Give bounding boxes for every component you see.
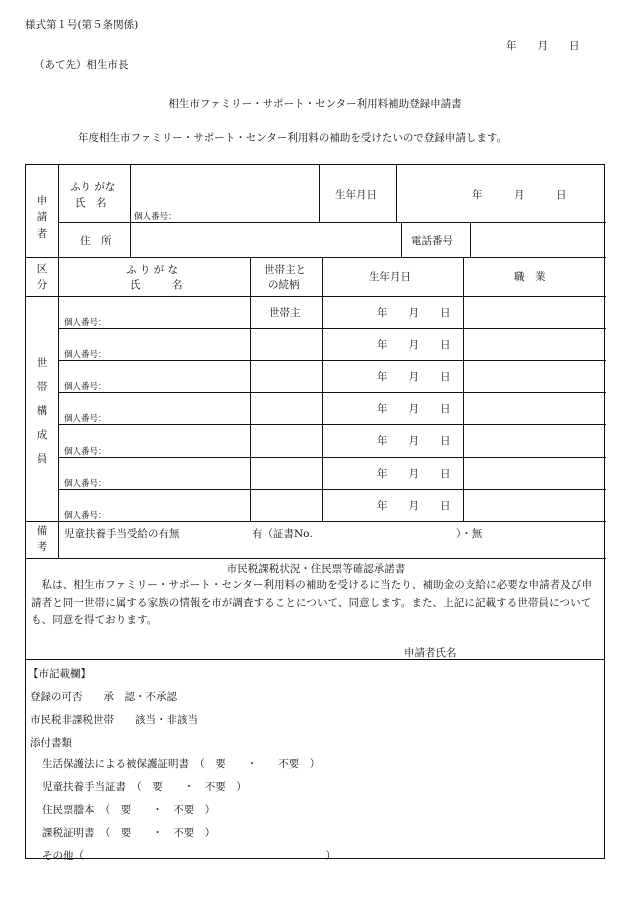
remarks-answer-suffix[interactable]: ）・無 bbox=[456, 528, 483, 540]
member-4-birth[interactable]: 年 月 日 bbox=[377, 403, 451, 415]
member-3-birth[interactable]: 年 月 日 bbox=[377, 371, 451, 383]
signature-label: 申請者氏名 bbox=[404, 647, 457, 659]
applicant-section-label: 申請者 bbox=[36, 195, 48, 240]
signature-field[interactable] bbox=[466, 641, 596, 657]
attachment-other[interactable]: その他（ ） bbox=[42, 850, 336, 862]
attachment-welfare[interactable]: 生活保護法による被保護証明書 （ 要 ・ 不要 ） bbox=[42, 758, 321, 770]
intro-text: 年度相生市ファミリー・サポート・センター利用料の補助を受けたいので登録申請します。 bbox=[78, 132, 508, 144]
office-tax-status[interactable]: 市民税非課税世帯 該当・非該当 bbox=[30, 714, 198, 726]
address-field[interactable] bbox=[134, 225, 396, 253]
relation-header-2: の続柄 bbox=[268, 279, 300, 291]
member-7-birth[interactable]: 年 月 日 bbox=[377, 500, 451, 512]
applicant-name-field[interactable] bbox=[138, 169, 314, 219]
members-birth-header: 生年月日 bbox=[369, 271, 411, 283]
furigana-label: ふり がな bbox=[70, 181, 116, 193]
remarks-question: 児童扶養手当受給の有無 bbox=[64, 528, 180, 540]
applicant-id-label: 個人番号： bbox=[134, 212, 177, 222]
remarks-answer-prefix[interactable]: 有（証書No. bbox=[252, 528, 313, 540]
address-label: 住 所 bbox=[80, 235, 112, 247]
member-1-id-label: 個人番号： bbox=[64, 318, 107, 328]
form-number: 様式第１号(第５条関係) bbox=[25, 19, 139, 31]
name-label: 氏 名 bbox=[75, 197, 107, 209]
members-name-header: 氏 名 bbox=[130, 279, 183, 291]
member-7-id-label: 個人番号： bbox=[64, 511, 107, 521]
attachment-resident-record[interactable]: 住民票謄本 （ 要 ・ 不要 ） bbox=[42, 804, 216, 816]
consent-heading: 市民税課税状況・住民票等確認承諾書 bbox=[226, 563, 406, 575]
attachment-child-allowance[interactable]: 児童扶養手当証書 （ 要 ・ 不要 ） bbox=[42, 781, 247, 793]
date-line[interactable]: 年 月 日 bbox=[506, 40, 580, 52]
phone-field[interactable] bbox=[474, 225, 602, 253]
phone-label: 電話番号 bbox=[411, 235, 453, 247]
member-5-id-label: 個人番号： bbox=[64, 447, 107, 457]
member-2-id-label: 個人番号： bbox=[64, 350, 107, 360]
office-approval[interactable]: 登録の可否 承 認・不承認 bbox=[30, 691, 177, 703]
member-6-birth[interactable]: 年 月 日 bbox=[377, 468, 451, 480]
members-furigana-header: ふ り が な bbox=[126, 264, 179, 276]
applicant-birth-field[interactable]: 年 月 日 bbox=[472, 189, 567, 201]
member-1-relation[interactable]: 世帯主 bbox=[269, 307, 301, 319]
attachments-label: 添付書類 bbox=[30, 737, 72, 749]
member-5-birth[interactable]: 年 月 日 bbox=[377, 435, 451, 447]
job-header: 職 業 bbox=[514, 271, 546, 283]
addressee: （あて先）相生市長 bbox=[34, 59, 129, 71]
member-6-id-label: 個人番号： bbox=[64, 479, 107, 489]
relation-header: 世帯主と bbox=[264, 264, 306, 276]
member-1-birth[interactable]: 年 月 日 bbox=[377, 307, 451, 319]
consent-body: 私は、相生市ファミリー・サポート・センター利用料の補助を受けるに当たり、補助金の支給に必要な申請者及び申請者と同一世帯に属する家族の情報を市が調査することについて、同意します。また、上記に記載する世帯員についても、同意を得ております。 bbox=[31, 579, 593, 626]
office-heading: 【市記載欄】 bbox=[28, 668, 91, 680]
attachment-tax-certificate[interactable]: 課税証明書 （ 要 ・ 不要 ） bbox=[42, 827, 216, 839]
members-section-label: 世帯構成員 bbox=[36, 357, 48, 465]
remarks-label: 備考 bbox=[36, 525, 48, 554]
birth-label: 生年月日 bbox=[335, 189, 377, 201]
member-3-id-label: 個人番号： bbox=[64, 382, 107, 392]
member-4-id-label: 個人番号： bbox=[64, 414, 107, 424]
page-title: 相生市ファミリー・サポート・センター利用料補助登録申請書 bbox=[168, 98, 462, 110]
member-2-birth[interactable]: 年 月 日 bbox=[377, 339, 451, 351]
kubun-label: 区分 bbox=[36, 263, 48, 292]
